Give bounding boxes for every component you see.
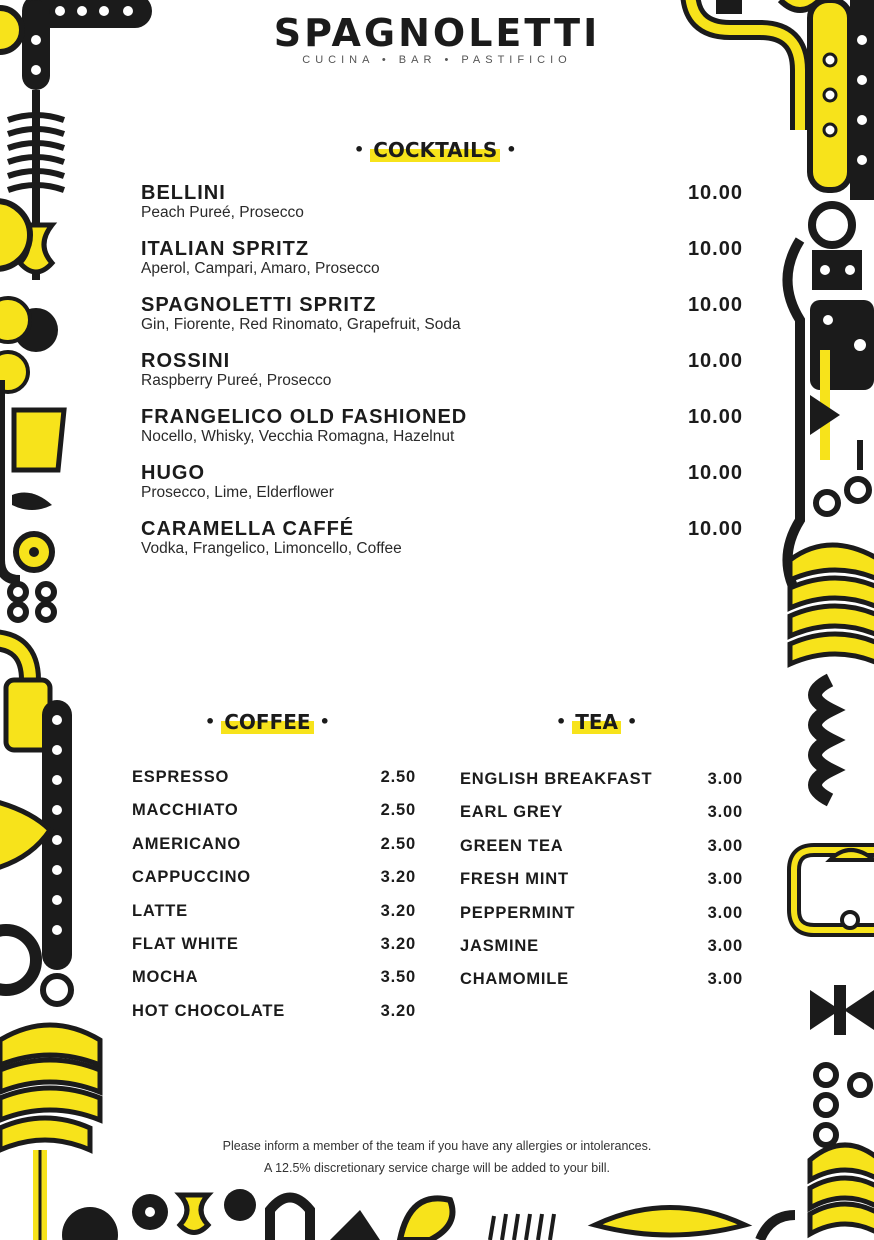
tea-item	[460, 968, 743, 1001]
coffee-price: 3.20	[380, 868, 416, 887]
coffee-item	[132, 866, 416, 899]
cocktail-item	[141, 406, 743, 462]
cocktail-price: 10.00	[687, 518, 743, 540]
coffee-name: MOCHA	[132, 968, 199, 987]
cocktail-item	[141, 518, 743, 574]
tea-name: ENGLISH BREAKFAST	[460, 770, 653, 788]
tea-item	[460, 801, 743, 834]
coffee-name: CAPPUCCINO	[132, 868, 251, 887]
coffee-price: 3.20	[380, 934, 416, 953]
tea-price: 3.00	[707, 970, 743, 989]
cocktail-description: Peach Pureé, Prosecco	[141, 204, 304, 221]
bullet-dot: •	[556, 712, 567, 731]
cocktail-item	[141, 294, 743, 350]
cocktail-item	[141, 182, 743, 238]
tea-item	[460, 868, 743, 901]
tea-title	[550, 710, 643, 734]
coffee-name: MACCHIATO	[132, 801, 239, 820]
cocktail-name: BELLINI	[141, 182, 226, 204]
cocktail-price: 10.00	[687, 182, 743, 204]
coffee-item	[132, 766, 416, 799]
coffee-list	[132, 766, 416, 1033]
cocktail-price: 10.00	[687, 462, 743, 484]
bullet-dot: •	[354, 140, 365, 159]
brand-tagline: CUCINA • BAR • PASTIFICIO	[302, 54, 572, 66]
cocktail-name: CARAMELLA CAFFÉ	[141, 518, 355, 540]
tea-price: 3.00	[707, 870, 743, 889]
cocktail-name: ITALIAN SPRITZ	[141, 238, 310, 260]
cocktail-price: 10.00	[687, 350, 743, 372]
coffee-price: 3.20	[380, 901, 416, 920]
coffee-item	[132, 933, 416, 966]
cocktail-description: Prosecco, Lime, Elderflower	[141, 484, 334, 501]
cocktails-title	[348, 138, 522, 162]
coffee-price: 3.20	[380, 1001, 416, 1020]
bullet-dot: •	[506, 140, 517, 159]
tea-price: 3.00	[707, 903, 743, 922]
cocktail-description: Vodka, Frangelico, Limoncello, Coffee	[141, 540, 402, 557]
coffee-price: 3.50	[380, 968, 416, 987]
tea-price: 3.00	[707, 836, 743, 855]
cocktail-price: 10.00	[687, 238, 743, 260]
cocktail-name: SPAGNOLETTI SPRITZ	[141, 294, 377, 316]
coffee-name: ESPRESSO	[132, 768, 230, 786]
coffee-title-text: COFFEE	[221, 710, 313, 734]
cocktail-name: FRANGELICO OLD FASHIONED	[141, 406, 468, 428]
coffee-title	[199, 710, 336, 734]
coffee-item	[132, 1000, 416, 1033]
tea-item	[460, 902, 743, 935]
cocktail-description: Raspberry Pureé, Prosecco	[141, 372, 332, 389]
bottom-border-illustration	[62, 1189, 795, 1240]
left-border-illustration	[0, 0, 152, 1240]
service-charge-notice: A 12.5% discretionary service charge will be added to your bill.	[263, 1161, 610, 1175]
cocktail-item	[141, 350, 743, 406]
cocktail-item	[141, 238, 743, 294]
tea-price: 3.00	[707, 770, 743, 788]
tea-list	[460, 768, 743, 1002]
coffee-item	[132, 966, 416, 999]
tea-item	[460, 935, 743, 968]
cocktail-description: Aperol, Campari, Amaro, Prosecco	[141, 260, 380, 277]
coffee-price: 2.50	[380, 834, 416, 853]
menu-footer	[0, 1135, 874, 1179]
cocktails-list	[141, 182, 743, 574]
coffee-name: FLAT WHITE	[132, 934, 239, 953]
tea-name: CHAMOMILE	[460, 970, 569, 989]
brand-name: SPAGNOLETTI	[273, 11, 601, 55]
cocktail-description: Nocello, Whisky, Vecchia Romagna, Hazelnut	[141, 428, 455, 445]
coffee-item	[132, 799, 416, 832]
cocktail-name: HUGO	[141, 462, 205, 484]
cocktail-name: ROSSINI	[141, 350, 231, 372]
cocktail-price: 10.00	[687, 406, 743, 428]
coffee-price: 2.50	[380, 768, 416, 786]
bullet-dot: •	[627, 712, 638, 731]
coffee-item	[132, 833, 416, 866]
tea-name: EARL GREY	[460, 803, 564, 822]
coffee-name: AMERICANO	[132, 834, 241, 853]
tea-title-text: TEA	[572, 710, 621, 734]
tea-name: PEPPERMINT	[460, 903, 576, 922]
tea-price: 3.00	[707, 936, 743, 955]
coffee-item	[132, 900, 416, 933]
cocktail-price: 10.00	[687, 294, 743, 316]
cocktail-item	[141, 462, 743, 518]
tea-price: 3.00	[707, 803, 743, 822]
tea-name: JASMINE	[460, 936, 539, 955]
menu-header	[0, 10, 874, 66]
cocktail-description: Gin, Fiorente, Red Rinomato, Grapefruit, Soda	[141, 316, 461, 333]
cocktails-title-text: COCKTAILS	[370, 138, 500, 162]
tea-name: GREEN TEA	[460, 836, 564, 855]
tea-item	[460, 835, 743, 868]
coffee-name: HOT CHOCOLATE	[132, 1001, 286, 1020]
coffee-name: LATTE	[132, 901, 188, 920]
bullet-dot: •	[319, 712, 330, 731]
bullet-dot: •	[205, 712, 216, 731]
tea-item	[460, 768, 743, 801]
coffee-price: 2.50	[380, 801, 416, 820]
tea-name: FRESH MINT	[460, 870, 569, 889]
allergy-notice: Please inform a member of the team if you have any allergies or intolerances.	[222, 1139, 652, 1153]
